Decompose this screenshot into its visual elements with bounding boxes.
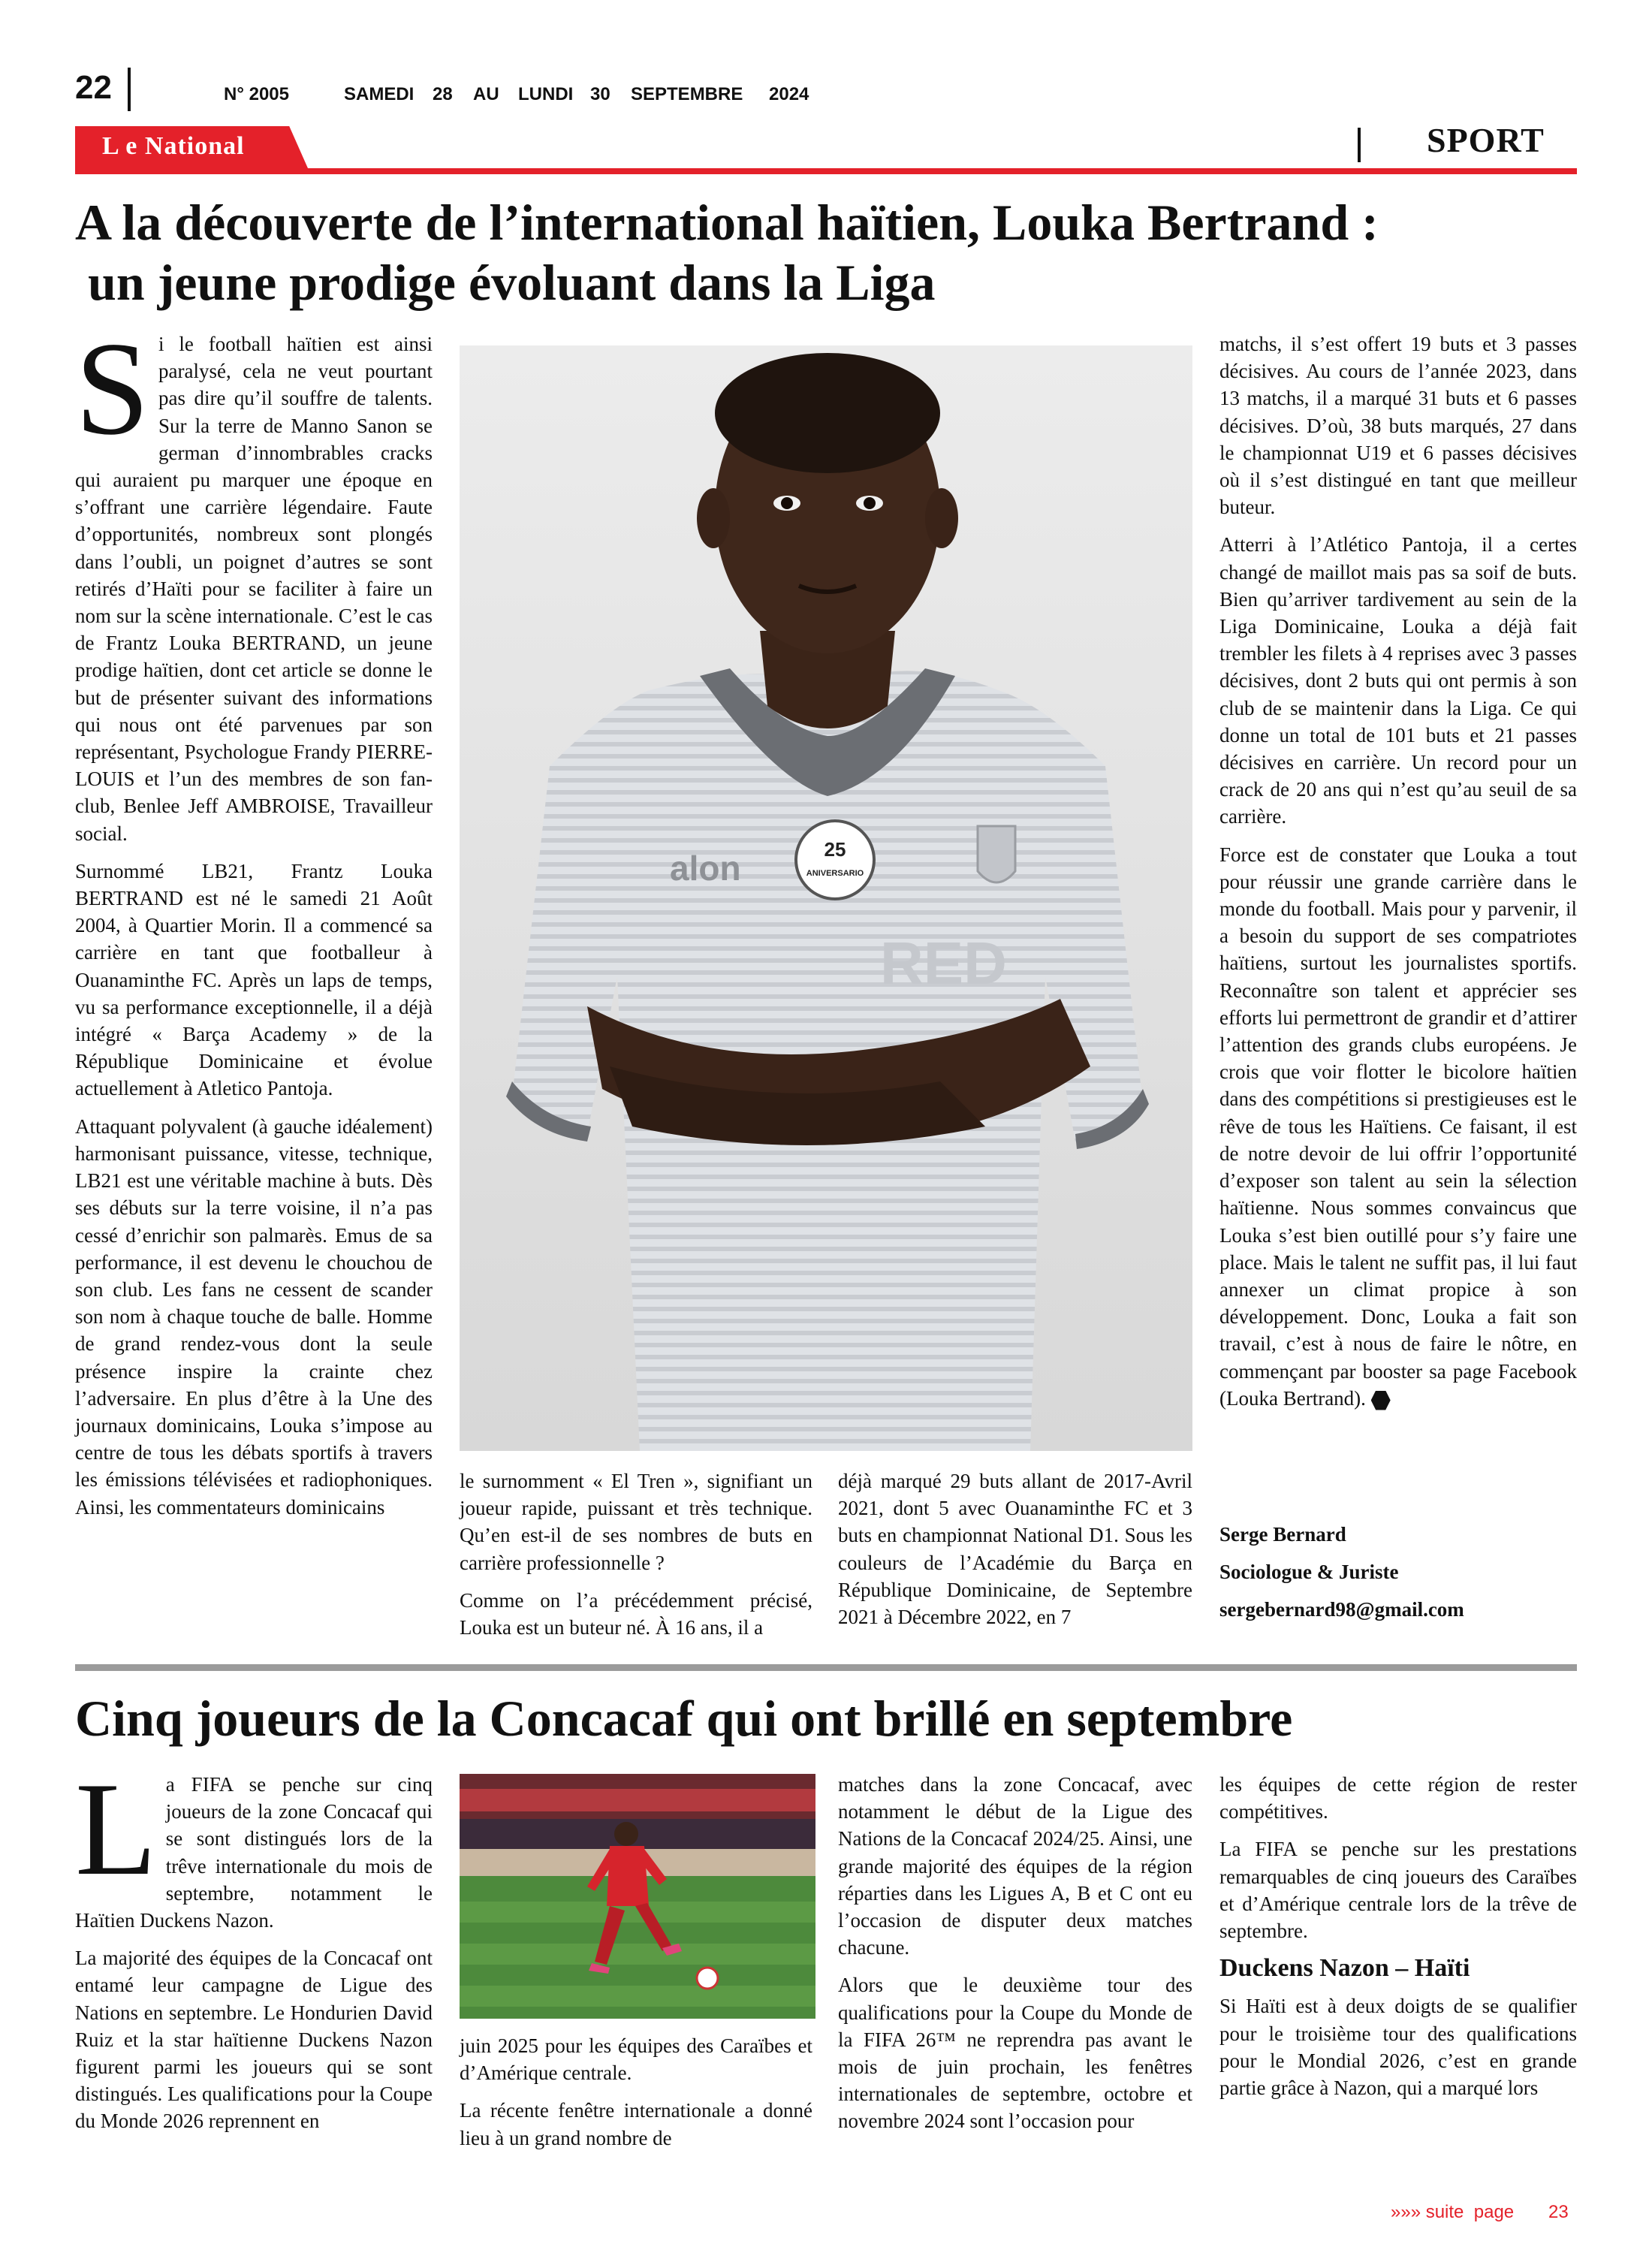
date-day2: LUNDI (518, 84, 574, 104)
badge-text: ANIVERSARIO (806, 869, 864, 878)
badge-number: 25 (824, 838, 846, 861)
page-number-divider (128, 68, 131, 111)
article1-column-4 (1219, 330, 1577, 1422)
article1-col4-p2: Atterri à l’Atlético Pantoja, il a certes changé de maillot mais pas sa soif de buts. Bien qu’arriver tardivement au sein de la Liga Dominicaine, Louka a déjà fait trembler les filets à 4 reprises avec 3 passes décisives, dont 2 buts qui ont permis à son club de se maintenir dans la Liga. Ce qui donne un total de 101 buts et 21 passes décisives en carrière. Un record pour un crack de 20 ans qui n’est qu’au seuil de sa carrière. (1219, 533, 1577, 828)
article1-col1-p1: Si le football haïtien est ainsi paralysé, cela ne veut pourtant pas dire qu’il souffre de talents. Sur la terre de Manno Sanon se german d’innombrables cracks qui auraient pu marquer une époque en s’offrant une carrière légendaire. Faute d’opportunités, nombreux sont plongés dans l’oubli, un poignet d’autres se sont retirés d’Haïti pour se faciliter à faire un nom sur la scène internationale. C’est le cas de Frantz Louka BERTRAND, un jeune prodige haïtien, dont cet article se donne le but de présenter suivant des informations qui nous ont été parvenues par son représentant, Psychologue Frandy PIERRE-LOUIS et l’un des membres de son fan-club, Benlee Jeff AMBROISE, Travailleur social. (75, 314, 433, 845)
article2-column-4 (1219, 1771, 1577, 2112)
article2-col2-p1: juin 2025 pour les équipes des Caraïbes et d’Amérique centrale. (460, 2034, 812, 2085)
article1-headline-line1: A la découverte de l’international haïtien, Louka Bertrand : (75, 194, 1379, 251)
article-divider (75, 1664, 1577, 1671)
date-month: SEPTEMBRE (631, 84, 743, 104)
continued-page-number[interactable]: 23 (1548, 2202, 1569, 2222)
match-photo-illustration (460, 1774, 815, 2019)
date-year: 2024 (769, 84, 809, 104)
date-au: AU (473, 84, 499, 104)
article1-column-3 (838, 1467, 1192, 1641)
jersey-brand: alon (670, 849, 741, 888)
page-number: 22 (75, 69, 112, 106)
article2-col3-p2: Alors que le deuxième tour des qualifications pour la Coupe du Monde de la FIFA 26™ ne reprendra pas avant le mois de juin prochain, les fenêtres internationales de septembre, octobre et novembre 2024 sont l’occasion pour (838, 1974, 1192, 2133)
drop-cap: L (75, 1754, 157, 1903)
article2-headline: Cinq joueurs de la Concacaf qui ont brillé en septembre (75, 1690, 1293, 1747)
article2-subheading: Duckens Nazon – Haïti (1219, 1954, 1470, 1983)
article2-col4-p2: La FIFA se penche sur les prestations remarquables de cinq joueurs des Caraïbes et d’Amérique centrale lors de la trêve de septembre. (1219, 1838, 1577, 1943)
article2-col4-p1: les équipes de cette région de rester compétitives. (1219, 1773, 1577, 1823)
end-mark-icon (1371, 1391, 1391, 1410)
section-divider (1358, 128, 1361, 162)
date-day1: SAMEDI (344, 84, 415, 104)
article1-col1-p2: Surnommé LB21, Frantz Louka BERTRAND est né le samedi 21 Août 2004, à Quartier Morin. Il a commencé sa carrière en tant que footballeur à Ouanaminthe FC. Après un laps de temps, vu sa performance exceptionnelle, il a déjà intégré « Barça Academy » de la République Dominicaine et évolue actuellement à Atletico Pantoja. (75, 859, 433, 1100)
article1-column-2 (460, 1467, 812, 1651)
date-num1: 28 (433, 84, 453, 104)
article1-col1-p3: Attaquant polyvalent (à gauche idéalement) harmonisant puissance, vitesse, technique, LB21 est une véritable machine à buts. Dès ses débuts sur la terre voisine, il n’a pas cessé d’enrichir son palmarès. Emus de sa performance, il est devenu le chouchou de son club. Les fans ne cessent de scander son nom à chaque touche de balle. Homme de grand rendez-vous dont la seule présence inspire la crainte chez l’adversaire. En plus d’être à la Une des journaux dominicains, Louka s’impose au centre de tous les débats sportifs à travers les émissions télévisées et radiophoniques. Ainsi, les commentateurs dominicains (75, 1114, 433, 1519)
article2-column-1 (75, 1754, 433, 2146)
drop-cap: S (75, 314, 149, 463)
article1-col4-p1: matchs, il s’est offert 19 buts et 3 passes décisives. Au cours de l’année 2023, dans 13 matchs, il a marqué 31 buts et 6 passes décisives. D’où, 38 buts marqués, 27 dans le championnat U19 et 6 passes décisives où il s’est distingué en tant que meilleur buteur. (1219, 333, 1577, 519)
article1-col3-p1: déjà marqué 29 buts allant de 2017-Avril 2021, dont 5 avec Ouanaminthe FC et 3 buts en championnat National D1. Sous les couleurs de l’Académie du Barça en République Dominicaine, de Septembre 2021 à Décembre 2022, en 7 (838, 1470, 1192, 1629)
article1-col2-p2: Comme on l’a précédemment précisé, Louka est un buteur né. À 16 ans, il a (460, 1588, 812, 1639)
article2-col1-p1: La FIFA se penche sur cinq joueurs de la zone Concacaf qui se sont distingués lors de la trêve internationale du mois de septembre, notamment le Haïtien Duckens Nazon. (75, 1754, 433, 1932)
continued-on-page[interactable]: »»» suite page (1391, 2202, 1515, 2222)
section-label: SPORT (1427, 121, 1545, 159)
header-rule (75, 168, 1577, 174)
article2-col1-p2: La majorité des équipes de la Concacaf ont entamé leur campagne de Ligue des Nations en septembre. Le Hondurien David Ruiz et la star haïtienne Duckens Nazon figurent parmi les joueurs qui se sont distingués. Les qualifications pour la Coupe du Monde 2026 reprennent en (75, 1947, 433, 2133)
article1-col4-p3: Force est de constater que Louka a tout pour réussir une grande carrière dans le monde du football. Mais pour y parvenir, il a besoin du support de ses compatriotes haïtiens, surtout les journalistes sportifs. Reconnaître son talent et apprécier ses efforts lui permettront de grandir et d’attirer l’attention des grands clubs européens. Je crois que voir flotter le bicolore haïtien dans des compétitions si prestigieuses est le rêve de tous les Haïtiens. Ce faisant, il est de notre devoir de lui offrir l’opportunité d’exposer son talent au sein la sélection haïtienne. Nous sommes convaincus que Louka s’est bien outillé pour s’y faire une place. Mais le talent ne suffit pas, il lui faut annexer un climat propice à son développement. Donc, Louka a fait son travail, c’est à nous de faire le nôtre, en commençant par booster sa page Facebook (Louka Bertrand). (1219, 843, 1577, 1410)
article1-column-1 (75, 314, 433, 1531)
date-num2: 30 (590, 84, 610, 104)
article2-col4-p3: Si Haïti est à deux doigts de se qualifier pour le troisième tour des qualifications pour le Mondial 2026, c’est en grande partie grâce à Nazon, qui a marqué lors (1219, 1995, 1577, 2100)
author-name: Serge Bernard (1219, 1523, 1346, 1546)
article1-col2-p1: le surnomment « El Tren », signifiant un joueur rapide, puissant et très technique. Qu’en est-il de ses nombres de buts en carrière professionnelle ? (460, 1470, 812, 1574)
article1-headline (75, 192, 1577, 312)
match-photo (460, 1774, 815, 2019)
article2-col2-p2: La récente fenêtre internationale a donné lieu à un grand nombre de (460, 2099, 812, 2149)
article1-headline-line2: un jeune prodige évoluant dans la Liga (75, 254, 936, 311)
author-role: Sociologue & Juriste (1219, 1561, 1399, 1583)
jersey-sponsor: RED (880, 930, 1007, 997)
article2-column-2 (460, 2032, 812, 2162)
player-photo (460, 345, 1192, 1451)
issue-number: N° 2005 (224, 84, 289, 104)
article2-col3-p1: matches dans la zone Concacaf, avec notamment le début de la Ligue des Nations de la Concacaf 2024/25. Ainsi, une grande majorité des équipes de la région réparties dans les Ligues A, B et C ont eu l’occasion de disputer deux matches chacune. (838, 1773, 1192, 1959)
player-photo-illustration (460, 345, 1192, 1451)
article2-column-3 (838, 1771, 1192, 2146)
author-signature (1219, 1516, 1577, 1628)
author-email[interactable]: sergebernard98@gmail.com (1219, 1598, 1464, 1621)
publication-name: L e National (102, 132, 245, 160)
